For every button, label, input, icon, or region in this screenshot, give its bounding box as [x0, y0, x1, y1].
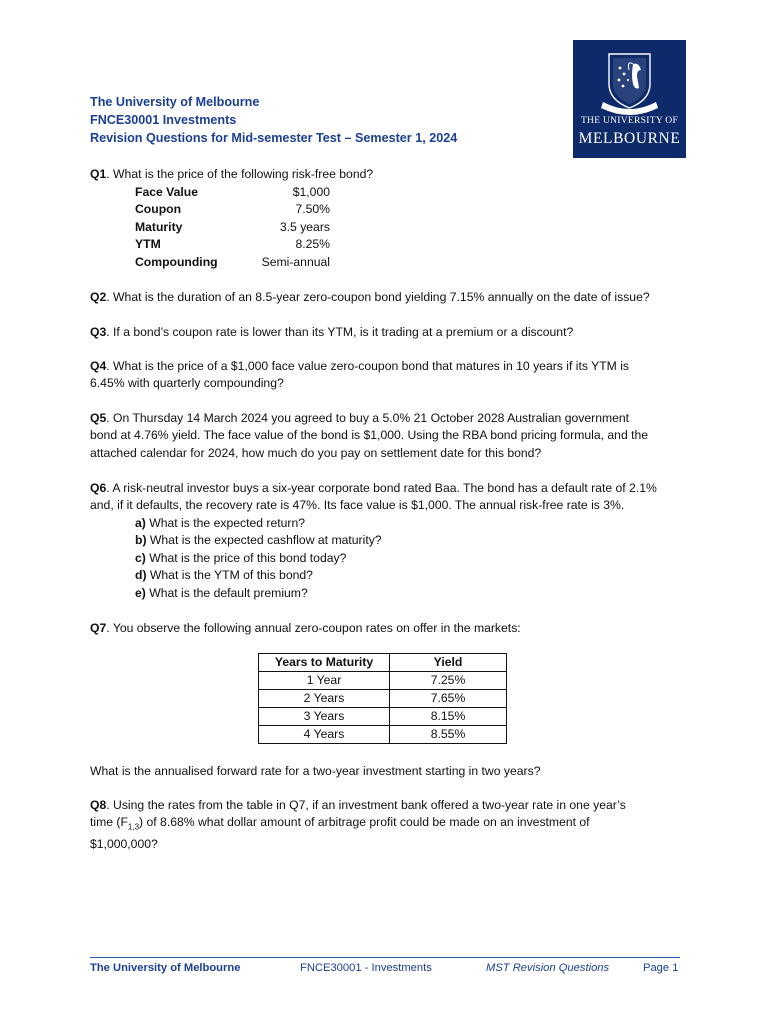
spec-label: YTM	[135, 237, 161, 252]
footer-university: The University of Melbourne	[90, 962, 241, 974]
question-7-follow-up: What is the annualised forward rate for a two-year investment starting in two years?	[90, 764, 541, 778]
column-header: Years to Maturity	[259, 654, 390, 672]
footer-page-number: Page 1	[643, 962, 679, 974]
question-5	[90, 410, 690, 462]
header-university: The University of Melbourne	[90, 95, 260, 109]
sub-question-e: e) What is the default premium?	[135, 585, 308, 600]
spec-label: Coupon	[135, 202, 182, 217]
question-1	[90, 166, 690, 183]
table-cell: 2 Years	[259, 690, 390, 708]
logo-big-text: MELBOURNE	[578, 130, 681, 147]
spec-row	[135, 184, 335, 201]
question-text: . If a bond’s coupon rate is lower than its YTM, is it trading at a premium or a discount?	[106, 325, 574, 339]
table-cell: 4 Years	[259, 726, 390, 744]
question-text: . Using the rates from the table in Q7, if an investment bank offered a two-year rate in one year’s	[106, 798, 626, 812]
sub-question-b: b) What is the expected cashflow at maturity?	[135, 533, 382, 548]
question-6	[90, 480, 690, 515]
question-text: . You observe the following annual zero-coupon rates on offer in the markets:	[106, 621, 521, 635]
spec-row	[135, 219, 335, 236]
university-logo	[573, 40, 686, 158]
question-label: Q5	[90, 411, 107, 425]
table-cell: 7.25%	[390, 672, 507, 690]
question-label: Q4	[90, 359, 107, 373]
question-3	[90, 324, 690, 341]
table-row	[259, 672, 507, 690]
table-row	[259, 690, 507, 708]
question-label: Q1	[90, 167, 107, 181]
spec-label: Compounding	[135, 254, 218, 269]
question-text: $1,000,000?	[90, 837, 158, 852]
spec-label: Maturity	[135, 219, 183, 234]
question-label: Q2	[90, 290, 107, 304]
question-2	[90, 289, 690, 306]
table-cell: 8.55%	[390, 726, 507, 744]
spec-row	[135, 201, 335, 218]
spec-label: Face Value	[135, 185, 199, 199]
spec-value: 3.5 years	[279, 219, 330, 234]
table-cell: 3 Years	[259, 708, 390, 726]
question-text: and, if it defaults, the recovery rate is 47%. Its face value is $1,000. The annual risk-free rate is 3%.	[90, 498, 625, 513]
question-label: Q7	[90, 621, 107, 635]
question-7	[90, 620, 690, 637]
question-label: Q8	[90, 798, 107, 812]
header-course: FNCE30001 Investments	[90, 113, 237, 127]
question-8: Q8. Using the rates from the table in Q7, if an investment bank offered a two-year rate in one year’s time $(F_{1,3})$ of 8.68% what dollar amount of arbitrage profit could be made on an investment of $1,000,000?	[90, 797, 690, 854]
sub-question-c: c) What is the price of this bond today?	[135, 550, 347, 565]
question-text: attached calendar for 2024, how much do you pay on settlement date for this bond?	[90, 445, 542, 460]
question-text: 6.45% with quarterly compounding?	[90, 376, 284, 391]
sub-question-d: d) What is the YTM of this bond?	[135, 568, 313, 583]
question-label: Q6	[90, 481, 107, 495]
spec-row	[135, 236, 335, 253]
spec-value: Semi-annual	[261, 254, 330, 269]
table-row	[259, 726, 507, 744]
table-cell: 7.65%	[390, 690, 507, 708]
question-text: . What is the price of the following risk-free bond?	[106, 167, 374, 181]
header-subtitle: Revision Questions for Mid-semester Test – Semester 1, 2024	[90, 131, 458, 145]
question-text: . What is the price of a $1,000 face value zero-coupon bond that matures in 10 years if its YTM is	[106, 359, 630, 373]
question-text: . On Thursday 14 March 2024 you agreed to buy a 5.0% 21 October 2028 Australian government	[106, 411, 630, 425]
column-header: Yield	[390, 654, 507, 672]
question-text: . What is the duration of an 8.5-year zero-coupon bond yielding 7.15% annually on the date of issue?	[106, 290, 650, 304]
spec-value: 8.25%	[295, 237, 330, 252]
question-text: bond at 4.76% yield. The face value of the bond is $1,000. Using the RBA bond pricing formula, and the	[90, 428, 649, 443]
table-cell: 1 Year	[259, 672, 390, 690]
spec-value: 7.50%	[295, 202, 330, 217]
spec-row	[135, 254, 335, 271]
table-row	[259, 708, 507, 726]
spec-value: $1,000	[292, 185, 330, 199]
question-text: . A risk-neutral investor buys a six-year corporate bond rated Baa. The bond has a default rate of 2.1%	[106, 481, 657, 495]
table-header-row	[259, 654, 507, 672]
question-label: Q3	[90, 325, 107, 339]
question-4	[90, 358, 690, 393]
footer-doc-title: MST Revision Questions	[486, 962, 610, 974]
footer-divider	[90, 957, 680, 958]
logo-small-text: THE UNIVERSITY OF	[580, 116, 679, 126]
footer-course: FNCE30001 - Investments	[300, 962, 432, 974]
sub-question-a: a) What is the expected return?	[135, 516, 306, 530]
zero-coupon-rates-table	[258, 653, 507, 744]
table-cell: 8.15%	[390, 708, 507, 726]
